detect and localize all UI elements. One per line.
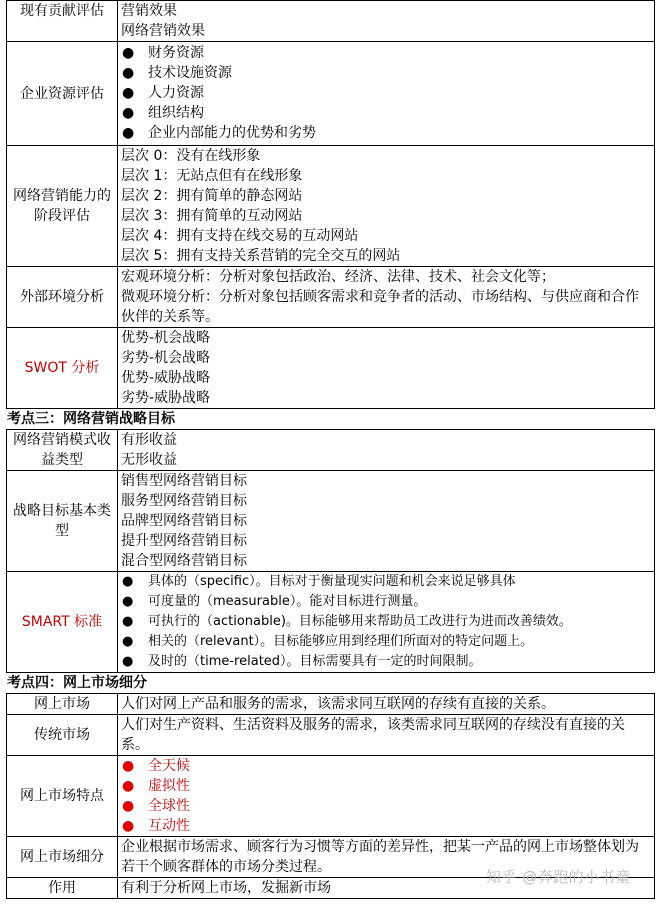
table-row [7, 1, 655, 42]
bullet-dot-icon: ● [122, 594, 134, 609]
row-content [118, 430, 655, 471]
table-row [7, 42, 655, 146]
bullet-dot-icon: ● [122, 758, 135, 774]
list-item: 层次 1：无站点但有在线形象 [121, 168, 303, 184]
row-label: 网上市场 [7, 694, 118, 715]
list-item: 品牌型网络营销目标 [121, 513, 247, 529]
row-label: 作用 [7, 878, 118, 899]
bullet-item: ● 具体的（specific）。目标对于衡量现实问题和机会来说足够具体 [121, 572, 651, 592]
row-content [118, 715, 655, 756]
list-item: 劣势-机会战略 [121, 350, 211, 366]
bullet-dot-icon: ● [122, 85, 135, 101]
row-content [118, 42, 655, 146]
bullet-item: ● 相关的（relevant）。目标能够应用到经理们所面对的特定问题上。 [121, 632, 651, 652]
smart-label: SMART 标准 [21, 614, 103, 630]
row-content [118, 1, 655, 42]
bullet-item: ● 全球性 [122, 798, 190, 814]
table-row [7, 694, 655, 715]
list-item: 网络营销效果 [121, 23, 205, 39]
table-row [7, 715, 655, 756]
list-item: 劣势-威胁战略 [121, 390, 211, 406]
bullet-item: ● 组织结构 [122, 105, 204, 121]
list-item: 销售型网络营销目标 [121, 473, 247, 489]
row-label: 企业资源评估 [7, 42, 118, 146]
bullet-dot-icon: ● [122, 45, 135, 61]
row-content [118, 471, 655, 572]
row-content [118, 756, 655, 837]
row-content [118, 328, 655, 409]
section-heading: 考点三：网络营销战略目标 [7, 411, 175, 427]
list-item: 优势-机会战略 [121, 330, 211, 346]
bullet-item: ● 及时的（time-related）。目标需要具有一定的时间限制。 [121, 652, 651, 672]
resource-evaluation-table [6, 0, 655, 409]
bullet-item: ● 财务资源 [122, 45, 204, 61]
strategy-goal-table [6, 429, 655, 673]
row-label: 现有贡献评估 [7, 1, 118, 42]
list-item: 有利于分析网上市场，发掘新市场 [121, 880, 331, 896]
row-label: 网上市场特点 [7, 756, 118, 837]
list-item: 层次 4：拥有支持在线交易的互动网站 [121, 228, 359, 244]
table-row [7, 430, 655, 471]
paragraph: 人们对生产资料、生活资料及服务的需求，该类需求同互联网的存续没有直接的关系。 [121, 717, 625, 753]
list-item: 层次 5：拥有支持关系营销的完全交互的网站 [121, 248, 401, 264]
row-label: 网络营销模式收益类型 [7, 430, 118, 471]
bullet-item: ● 虚拟性 [122, 778, 190, 794]
row-label: 网络营销能力的阶段评估 [7, 146, 118, 267]
document [6, 0, 655, 899]
paragraph: 人们对网上产品和服务的需求，该需求同互联网的存续有直接的关系。 [121, 696, 555, 712]
bullet-dot-icon: ● [122, 614, 134, 629]
bullet-item: ● 可度量的（measurable）。能对目标进行测量。 [121, 592, 651, 612]
list-item: 层次 0：没有在线形象 [121, 148, 261, 164]
bullet-dot-icon: ● [122, 798, 135, 814]
bullet-dot-icon: ● [122, 574, 134, 589]
table-row [7, 756, 655, 837]
paragraph: 微观环境分析：分析对象包括顾客需求和竞争者的活动、市场结构、与供应商和合作伙伴的关系等。 [121, 289, 639, 325]
section-heading: 考点四：网上市场细分 [7, 675, 147, 691]
list-item: 营销效果 [121, 3, 177, 19]
table-row [7, 572, 655, 673]
row-label: 外部环境分析 [7, 267, 118, 328]
list-item: 有形收益 [121, 432, 177, 448]
bullet-dot-icon: ● [122, 125, 135, 141]
list-item: 混合型网络营销目标 [121, 553, 247, 569]
row-content [118, 267, 655, 328]
row-label: 传统市场 [7, 715, 118, 756]
bullet-item: ● 互动性 [122, 818, 190, 834]
watermark: 知乎 @奔跑的小书童 [486, 868, 631, 886]
bullet-item: ● 技术设施资源 [122, 65, 232, 81]
list-item: 层次 2：拥有简单的静态网站 [121, 188, 303, 204]
table-row [7, 471, 655, 572]
bullet-dot-icon: ● [122, 654, 134, 669]
row-content [118, 694, 655, 715]
bullet-item: ● 人力资源 [122, 85, 204, 101]
row-label: 战略目标基本类型 [7, 471, 118, 572]
bullet-dot-icon: ● [122, 65, 135, 81]
row-label [7, 572, 118, 673]
bullet-dot-icon: ● [122, 634, 134, 649]
bullet-dot-icon: ● [122, 105, 135, 121]
bullet-item: ● 全天候 [122, 758, 190, 774]
bullet-item: ● 企业内部能力的优势和劣势 [122, 125, 316, 141]
row-content [118, 572, 655, 673]
table-row [7, 146, 655, 267]
table-row [7, 328, 655, 409]
paragraph: 宏观环境分析：分析对象包括政治、经济、法律、技术、社会文化等； [121, 269, 555, 285]
row-label: 网上市场细分 [7, 837, 118, 878]
row-label: SWOT 分析 [7, 328, 118, 409]
bullet-item: ● 可执行的（actionable)。目标能够用来帮助员工改进行为进而改善绩效。 [121, 612, 651, 632]
table-row [7, 267, 655, 328]
list-item: 无形收益 [121, 452, 177, 468]
bullet-dot-icon: ● [122, 778, 135, 794]
row-content [118, 146, 655, 267]
list-item: 服务型网络营销目标 [121, 493, 247, 509]
list-item: 提升型网络营销目标 [121, 533, 247, 549]
list-item: 优势-威胁战略 [121, 370, 211, 386]
list-item: 层次 3：拥有简单的互动网站 [121, 208, 303, 224]
bullet-dot-icon: ● [122, 818, 135, 834]
paragraph: 企业根据市场需求、顾客行为习惯等方面的差异性，把某一产品的网上市场整体划为若干个顾客群体的市场分类过程。 [121, 839, 639, 875]
